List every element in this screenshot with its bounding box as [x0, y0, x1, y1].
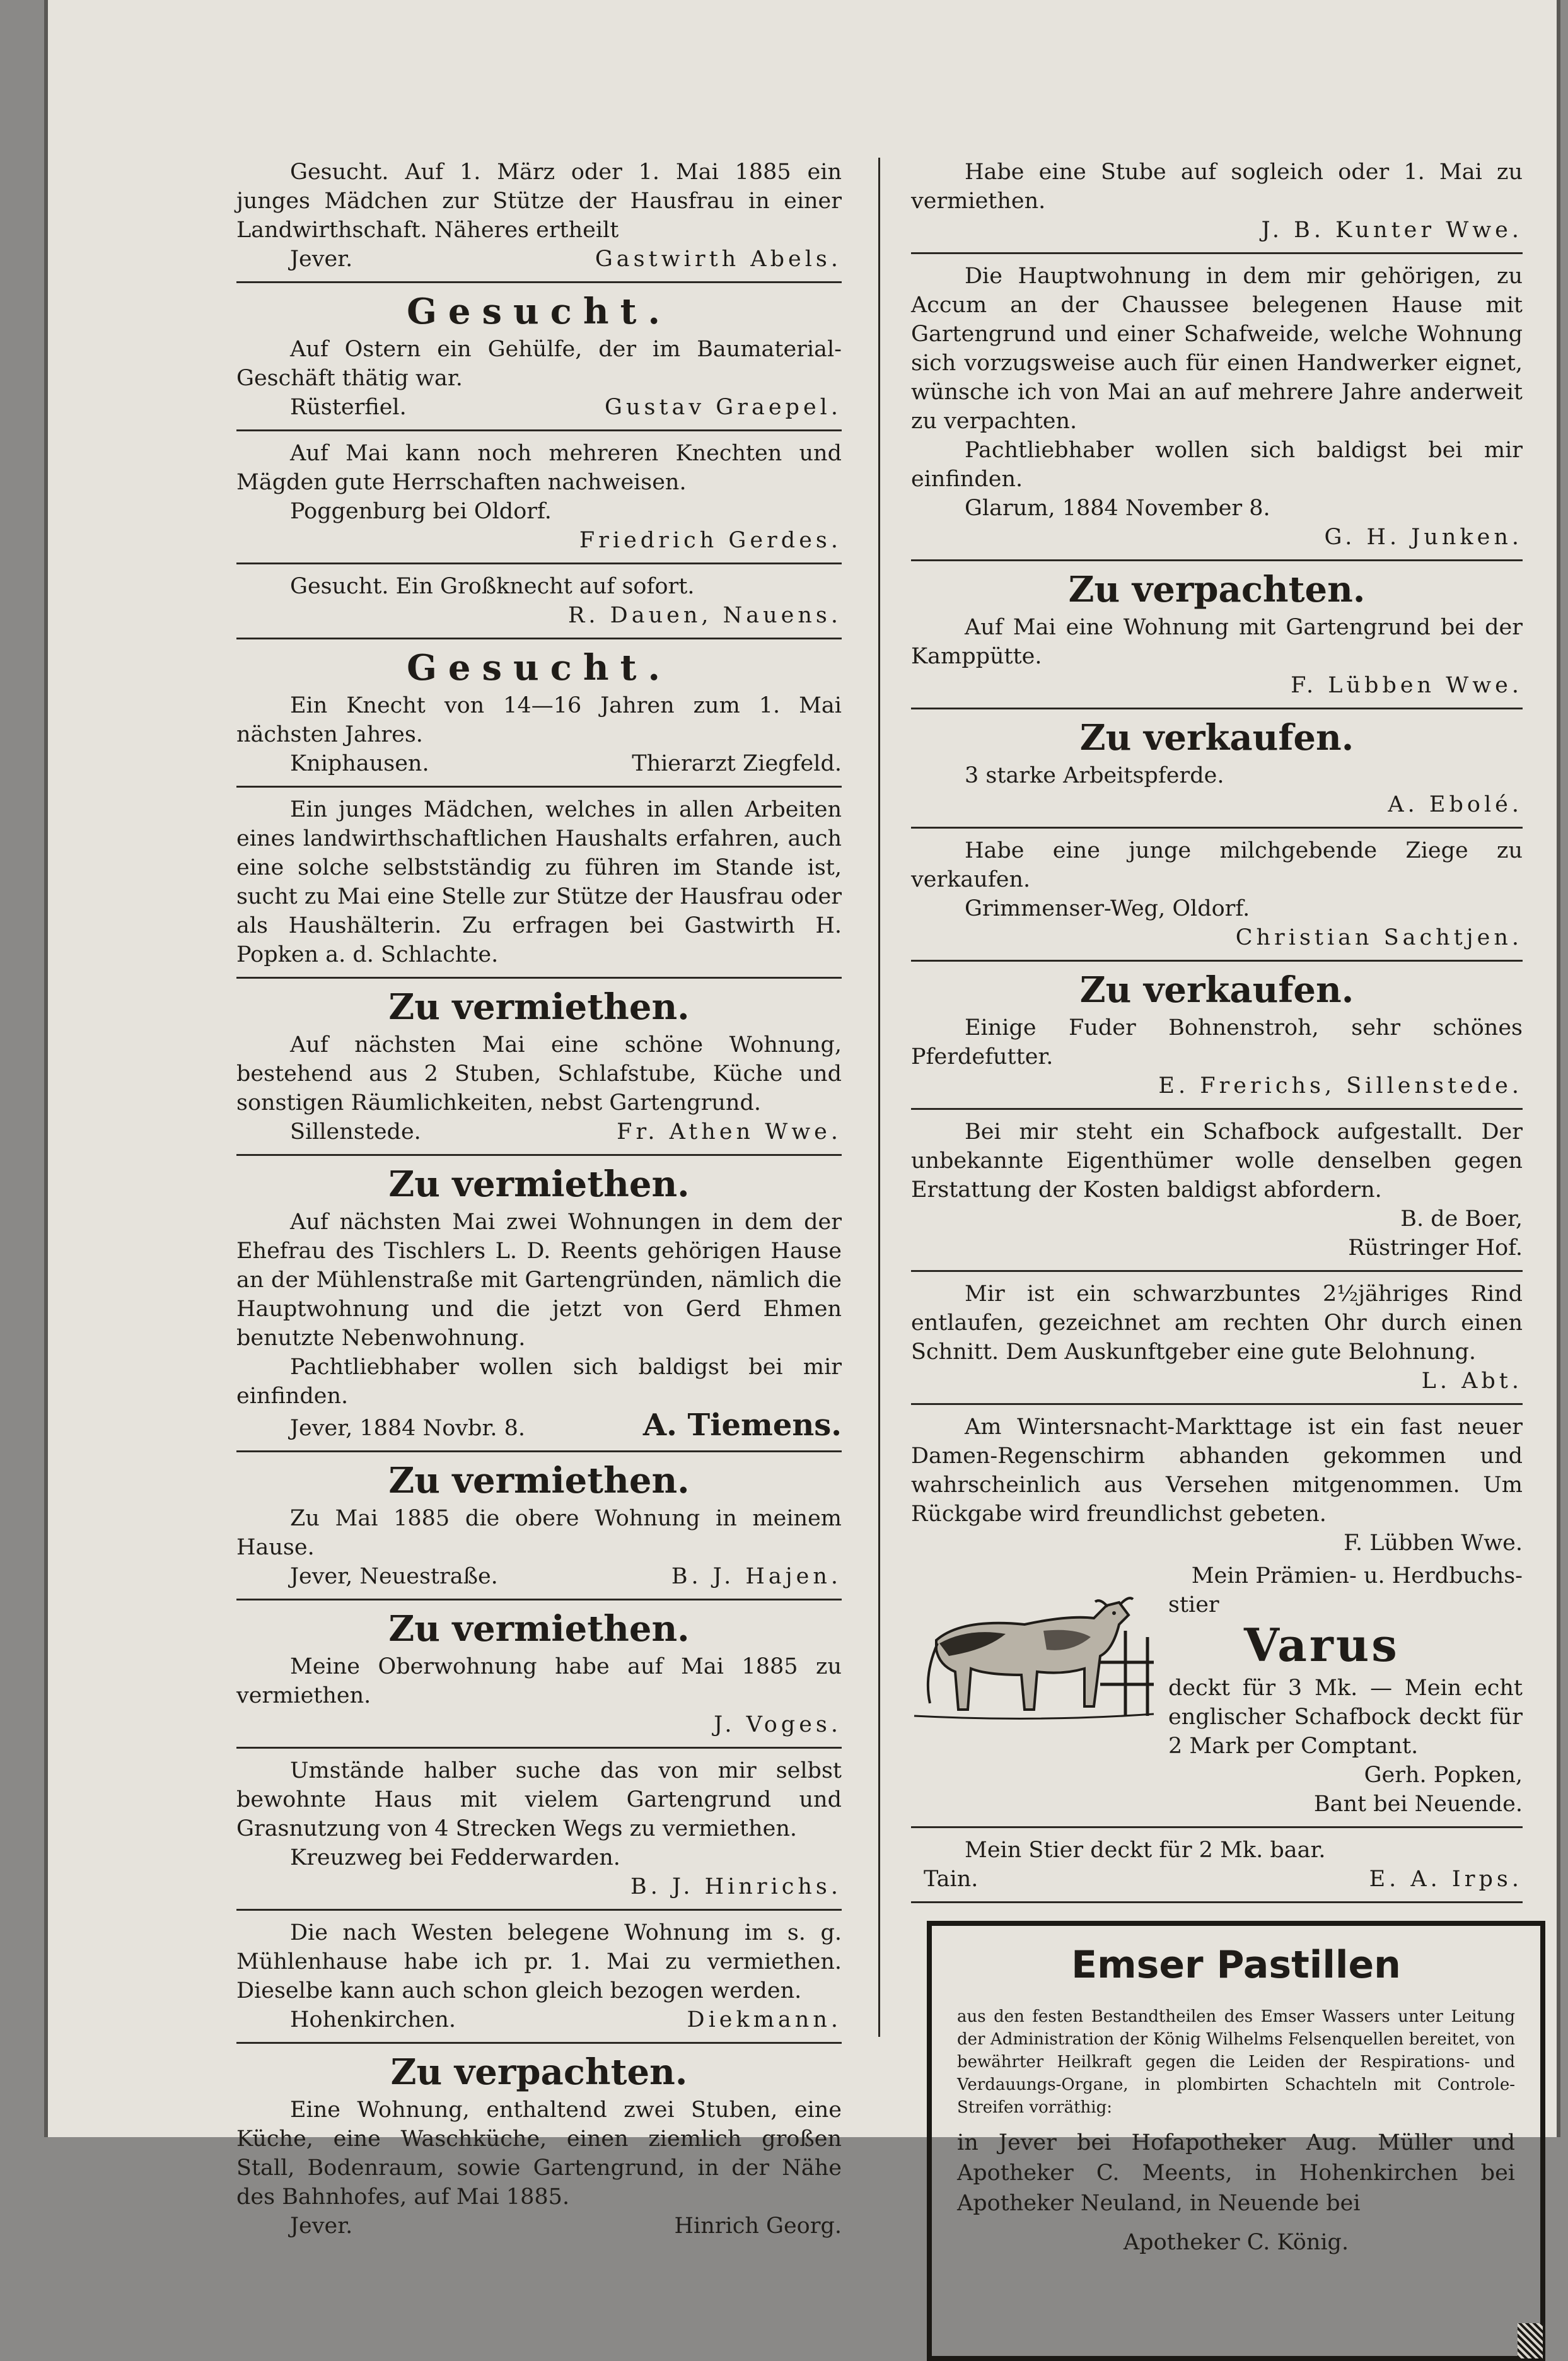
ad-last-location: Apotheker C. König. — [1123, 2230, 1349, 2255]
right-column — [911, 158, 1523, 2361]
ad-text: Einige Fuder Bohnenstroh, sehr schönes Pferdefutter. — [911, 1015, 1523, 1070]
ad-gesucht-graepel — [236, 291, 842, 422]
ad-gerdes — [236, 439, 842, 555]
ad-stube-kunter — [911, 158, 1523, 245]
ad-text: Ein Knecht von 14—16 Jahren zum 1. Mai nächsten Jahres. — [236, 693, 842, 747]
separator — [911, 960, 1523, 962]
ad-heading: Zu vermiethen. — [388, 1460, 690, 1501]
ad-place: Jever. — [290, 247, 353, 272]
ad-signer: Hinrich Georg. — [674, 2213, 842, 2239]
ad-signer-place: Bant bei Neuende. — [1313, 1792, 1523, 1817]
ad-signer: Gustav Graepel. — [605, 395, 842, 420]
separator — [236, 977, 842, 979]
ad-heading: Zu vermiethen. — [388, 986, 690, 1028]
ad-gesucht-ziegfeld — [236, 647, 842, 778]
ad-place: Jever, 1884 Novbr. 8. — [290, 1416, 525, 1441]
ad-vermiethen-voges — [236, 1608, 842, 1739]
column-divider — [878, 158, 880, 2037]
separator — [911, 1270, 1523, 1272]
ad-signer: B. J. Hajen. — [671, 1564, 842, 1589]
ad-place: Tain. — [924, 1867, 979, 1892]
ad-description: aus den festen Bestandtheilen des Emser Wassers unter Leitung der Administration der König Wilhelms Felsenquellen bereitet, von bewährter Heilkraft gegen die Leiden der Respirations- und Verdauungs-Organe, in plombirten Schachteln mit Controle-Streifen vorräthig: — [957, 2007, 1515, 2117]
ad-text: Bei mir steht ein Schafbock aufgestallt. Der unbekannte Eigenthümer wolle denselben gegen Erstattung der Kosten baldigst abfordern. — [911, 1119, 1523, 1203]
ad-signer: A. Ebolé. — [1388, 792, 1523, 817]
separator — [236, 1909, 842, 1911]
ad-regenschirm-luebben — [911, 1413, 1523, 1558]
separator — [911, 1108, 1523, 1110]
ad-dauen — [236, 572, 842, 630]
ad-text: Die nach Westen belegene Wohnung im s. g. Mühlenhause habe ich pr. 1. Mai zu vermiethen. Dieselbe kann auch schon gleich bezogen werden. — [236, 1920, 842, 2003]
ad-diekmann — [236, 1918, 842, 2034]
ad-signer: B. de Boer, — [1400, 1206, 1523, 1232]
separator — [236, 1599, 842, 1600]
ad-text-line2: stier — [1168, 1592, 1219, 1618]
ad-vermiethen-hajen — [236, 1460, 842, 1591]
separator — [911, 1901, 1523, 1903]
ad-rind-abt — [911, 1280, 1523, 1396]
separator — [911, 252, 1523, 254]
page-edge-right — [1557, 0, 1560, 2137]
ad-text: 3 starke Arbeitspferde. — [965, 763, 1224, 788]
ad-text: Meine Oberwohnung habe auf Mai 1885 zu vermiethen. — [236, 1654, 842, 1708]
ad-signer: E. A. Irps. — [1369, 1867, 1523, 1892]
separator — [236, 1154, 842, 1156]
ad-heading: Gesucht. — [407, 291, 671, 332]
ad-heading: Zu verpachten. — [390, 2051, 688, 2093]
ad-place: Jever, Neuestraße. — [290, 1564, 498, 1589]
separator — [236, 281, 842, 283]
ad-text: Mein Stier deckt für 2 Mk. baar. — [965, 1838, 1326, 1863]
ad-place: Jever. — [290, 2213, 353, 2239]
ad-verpachten-luebben — [911, 569, 1523, 700]
ad-text: Auf Mai kann noch mehreren Knechten und Mägden gute Herrschaften nachweisen. — [236, 441, 842, 495]
ad-signer: J. B. Kunter Wwe. — [1261, 218, 1523, 243]
ad-signer: Friedrich Gerdes. — [579, 528, 842, 553]
ad-heading: Gesucht. — [407, 647, 671, 689]
separator — [236, 429, 842, 431]
ad-place: Kreuzweg bei Fedderwarden. — [290, 1845, 620, 1870]
ad-signer: Christian Sachtjen. — [1235, 925, 1523, 950]
ad-text: Ein junges Mädchen, welches in allen Arbeiten eines landwirthschaftlichen Haushalts erfahren, auch eine solche selbstständig zu führen im Stande ist, sucht zu Mai eine Stelle zur Stütze der Hausfrau oder als Haushälterin. Zu erfragen bei Gastwirth H. Popken a. d. Schlachte. — [236, 797, 842, 967]
ad-title: Emser Pastillen — [1071, 1943, 1401, 1987]
ad-place: Kniphausen. — [290, 751, 429, 776]
page-edge-left — [44, 0, 48, 2137]
ad-signer: R. Dauen, Nauens. — [568, 603, 842, 628]
ad-signer: Gastwirth Abels. — [595, 247, 842, 272]
ad-text: Am Wintersnacht-Markttage ist ein fast neuer Damen-Regenschirm abhanden gekommen und wahrscheinlich aus Versehen mitgenommen. Um Rückgabe wird freundlichst gebeten. — [911, 1414, 1523, 1527]
separator — [236, 563, 842, 564]
bull-name: Varus — [1244, 1618, 1400, 1672]
ad-schafbock-boer — [911, 1117, 1523, 1262]
ad-place: Grimmenser-Weg, Oldorf. — [965, 896, 1250, 921]
ad-signer-place: Rüstringer Hof. — [1348, 1235, 1523, 1261]
separator — [911, 1826, 1523, 1828]
ad-heading: Zu vermiethen. — [388, 1163, 690, 1205]
ad-maedchen — [236, 795, 842, 969]
ad-place: Sillenstede. — [290, 1119, 421, 1145]
ad-heading: Zu verpachten. — [1068, 569, 1366, 610]
separator — [911, 1403, 1523, 1405]
ad-verpachten-georg — [236, 2051, 842, 2241]
separator — [911, 708, 1523, 709]
ad-text: Gesucht. Ein Großknecht auf sofort. — [290, 574, 695, 599]
left-column — [236, 158, 842, 2241]
ad-signer: F. Lübben Wwe. — [1344, 1530, 1523, 1556]
ad-heading: Zu verkaufen. — [1079, 717, 1354, 759]
ad-text: Umstände halber suche das von mir selbst bewohnte Haus mit vielem Gartengrund und Grasnutzung von 4 Strecken Wegs zu vermiethen. — [236, 1758, 842, 1841]
separator — [236, 1747, 842, 1749]
ad-locations: in Jever bei Hofapotheker Aug. Müller und Apotheker C. Meents, in Hohenkirchen bei Apotheker Neuland, in Neuende bei — [957, 2130, 1515, 2216]
bull-illustration-icon — [911, 1580, 1157, 1738]
ad-signer: Gerh. Popken, — [1364, 1763, 1523, 1788]
ad-signer: L. Abt. — [1421, 1368, 1523, 1394]
ad-text: Die Hauptwohnung in dem mir gehörigen, zu Accum an der Chaussee belegenen Hause mit Gartengrund und einer Schafweide, welche Wohnung sich vorzugsweise auch für einen Handwerker eignet, wünsche ich von Mai an auf mehrere Jahre anderweit zu verpachten. — [911, 264, 1523, 434]
ad-signer: A. Tiemens. — [642, 1408, 842, 1443]
ad-text: Habe eine junge milchgebende Ziege zu verkaufen. — [911, 838, 1523, 892]
ad-vermiethen-athen — [236, 986, 842, 1146]
separator — [911, 559, 1523, 561]
ad-signer: B. J. Hinrichs. — [630, 1874, 842, 1899]
ad-signer: Thierarzt Ziegfeld. — [632, 751, 842, 776]
ad-emser-pastillen — [927, 1921, 1545, 2361]
ad-heading: Zu vermiethen. — [388, 1608, 690, 1650]
ad-verkaufen-frerichs — [911, 969, 1523, 1100]
ad-text-2: Pachtliebhaber wollen sich baldigst bei mir einfinden. — [911, 438, 1523, 492]
ad-hinrichs — [236, 1756, 842, 1901]
ad-hauptwohnung-junken — [911, 262, 1523, 552]
ad-stier-varus — [911, 1561, 1523, 1819]
ad-text-line1: Mein Prämien- u. Herdbuchs- — [1191, 1563, 1523, 1589]
ad-signer: J. Voges. — [714, 1712, 842, 1737]
ad-text-2: Pachtliebhaber wollen sich baldigst bei mir einfinden. — [236, 1355, 842, 1409]
ad-signer: F. Lübben Wwe. — [1291, 673, 1523, 698]
ad-signer: E. Frerichs, Sillenstede. — [1158, 1073, 1523, 1099]
ad-place: Hohenkirchen. — [290, 2007, 456, 2032]
ad-text: Auf Mai eine Wohnung mit Gartengrund bei der Kamppütte. — [911, 615, 1523, 669]
separator — [236, 638, 842, 639]
ad-signer: Fr. Athen Wwe. — [617, 1119, 842, 1145]
ad-stier-irps — [911, 1836, 1523, 1894]
ad-signer: Diekmann. — [687, 2007, 842, 2032]
ad-text: Zu Mai 1885 die obere Wohnung in meinem Hause. — [236, 1506, 842, 1560]
ad-text: Gesucht. Auf 1. März oder 1. Mai 1885 ein junges Mädchen zur Stütze der Hausfrau in einer Landwirthschaft. Näheres ertheilt — [236, 160, 842, 243]
ad-heading: Zu verkaufen. — [1079, 969, 1354, 1011]
ad-verkaufen-ebole — [911, 717, 1523, 819]
separator — [911, 827, 1523, 829]
ad-signer: G. H. Junken. — [1324, 525, 1523, 550]
separator — [236, 2042, 842, 2044]
separator — [236, 786, 842, 788]
ad-place: Poggenburg bei Oldorf. — [290, 499, 552, 524]
ad-gesucht-abels — [236, 158, 842, 274]
ad-text: deckt für 3 Mk. — Mein echt englischer Schafbock deckt für 2 Mark per Comptant. — [1168, 1676, 1523, 1759]
ad-text: Auf nächsten Mai zwei Wohnungen in dem der Ehefrau des Tischlers L. D. Reents gehörigen Hause an der Mühlenstraße mit Gartengründen, nämlich die Hauptwohnung und die jetzt von Gerd Ehmen benutzte Nebenwohnung. — [236, 1210, 842, 1351]
ad-place: Glarum, 1884 November 8. — [965, 496, 1270, 521]
ad-text: Habe eine Stube auf sogleich oder 1. Mai zu vermiethen. — [911, 160, 1523, 214]
corner-stamp — [1518, 2323, 1543, 2358]
ad-text: Auf Ostern ein Gehülfe, der im Baumaterial-Geschäft thätig war. — [236, 337, 842, 391]
ad-text: Eine Wohnung, enthaltend zwei Stuben, eine Küche, eine Waschküche, einen ziemlich großen Stall, Bodenraum, sowie Gartengrund, in der Nähe des Bahnhofes, auf Mai 1885. — [236, 2097, 842, 2210]
separator — [236, 1450, 842, 1452]
ad-place: Rüsterfiel. — [290, 395, 407, 420]
ad-text: Mir ist ein schwarzbuntes 2½jähriges Rind entlaufen, gezeichnet am rechten Ohr durch einen Schnitt. Dem Auskunftgeber eine gute Belohnung. — [911, 1281, 1523, 1365]
ad-text: Auf nächsten Mai eine schöne Wohnung, bestehend aus 2 Stuben, Schlafstube, Küche und sonstigen Räumlichkeiten, nebst Gartengrund. — [236, 1032, 842, 1116]
ad-vermiethen-tiemens — [236, 1163, 842, 1443]
ad-ziege-sachtjen — [911, 836, 1523, 952]
